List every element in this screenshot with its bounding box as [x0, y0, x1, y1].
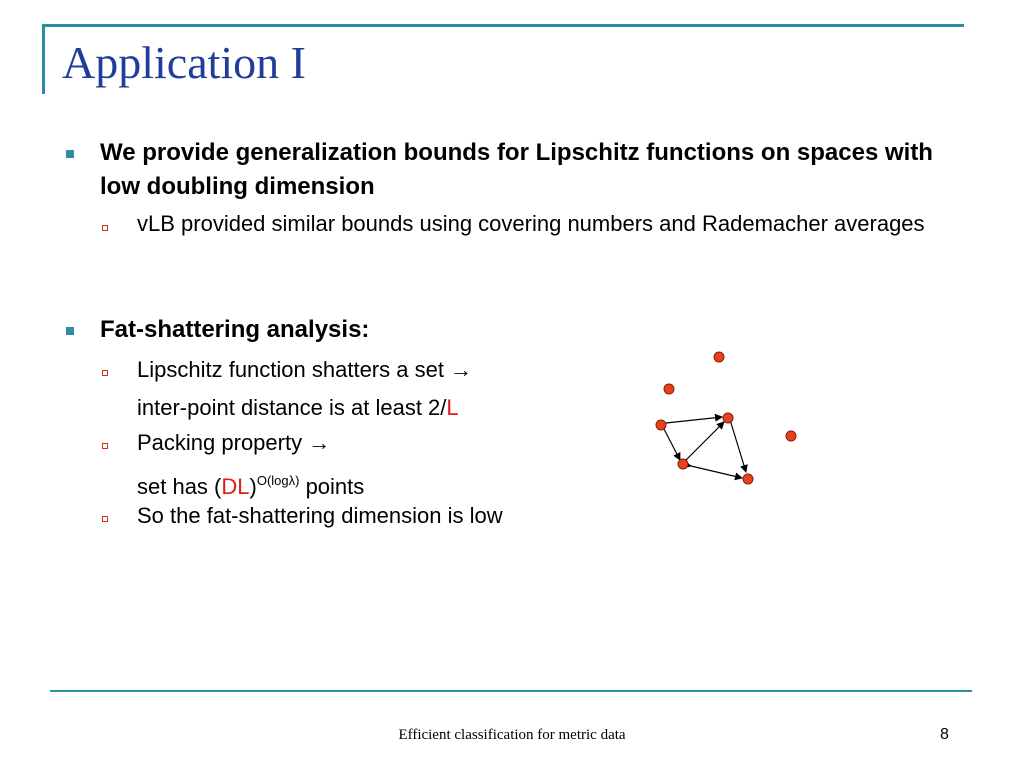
bullet-2-sub-2-continuation: [137, 465, 364, 502]
edge-arrow: [731, 423, 746, 472]
bullet-square-icon: [66, 327, 74, 335]
point-node: [656, 420, 666, 430]
edge-arrow: [664, 429, 680, 460]
sub-bullet-icon: [102, 370, 108, 376]
bullet-2-text: Fat-shattering analysis:: [100, 316, 370, 343]
title-left-rule: [42, 26, 45, 94]
edge-arrow: [691, 466, 742, 478]
slide-title: Application I: [62, 37, 306, 88]
bullet-2-sub-1-text: Lipschitz function shatters a set →: [137, 357, 473, 382]
point-node: [723, 413, 733, 423]
continuation-text: set has (: [137, 474, 222, 499]
footer-rule: [50, 690, 972, 692]
sub-bullet-icon: [102, 225, 108, 231]
footer-text: Efficient classification for metric data: [398, 727, 626, 743]
variable-L: L: [446, 395, 459, 420]
edge-arrow: [666, 417, 722, 423]
continuation-text: inter-point distance is at least 2/: [137, 395, 447, 420]
point-node: [664, 384, 674, 394]
edge-arrow: [687, 422, 724, 459]
sub-bullet-icon: [102, 516, 108, 522]
point-node: [714, 352, 724, 362]
bullet-2-sub-3-text: So the fat-shattering dimension is low: [137, 503, 503, 528]
sub-bullet-icon: [102, 443, 108, 449]
point-node: [786, 431, 796, 441]
exponent: O(logλ): [256, 473, 300, 488]
bullet-2-sub-1-continuation: [137, 392, 459, 423]
continuation-text-end: points: [299, 474, 365, 499]
shattering-points-diagram: [640, 340, 820, 500]
bullet-1-sub-1-text: vLB provided similar bounds using covering numbers and Rademacher averages: [137, 211, 925, 236]
variable-DL: DL: [221, 474, 250, 499]
page-number: 8: [940, 726, 949, 743]
title-top-rule: [42, 24, 964, 27]
bullet-1-text: We provide generalization bounds for Lipschitz functions on spaces with low doubling dimension: [100, 139, 933, 200]
bullet-2-sub-2-text: Packing property →: [137, 430, 331, 455]
point-node: [743, 474, 753, 484]
close-paren: ): [249, 474, 257, 499]
point-node: [678, 459, 688, 469]
bullet-square-icon: [66, 150, 74, 158]
